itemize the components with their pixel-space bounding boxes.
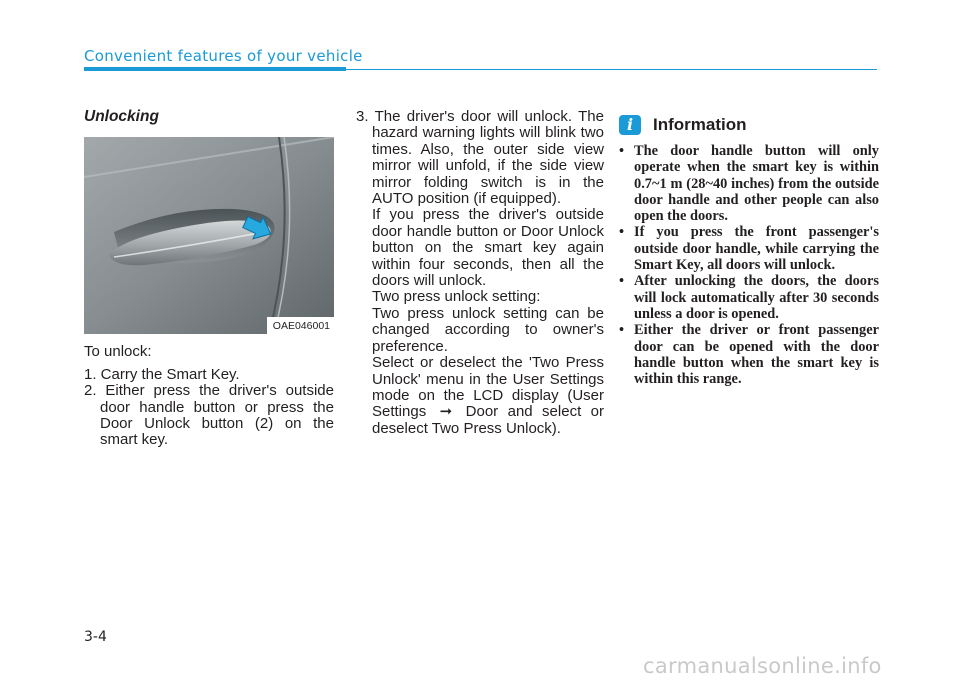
section-heading: Unlocking bbox=[84, 108, 159, 125]
information-list bbox=[619, 143, 879, 387]
step-3: 3. The driver's door will unlock. The hazard warning lights will blink two times. Also, the outer side view mirror will unfold, if the side view mirror folding switch is in the AUTO position (if equipped). bbox=[356, 108, 604, 208]
setting-instructions-part2: Door and select or deselect Two Press Unlock). bbox=[372, 403, 604, 437]
header-rule-accent bbox=[84, 67, 346, 71]
door-handle-photo bbox=[84, 137, 334, 334]
step-2: 2. Either press the driver's outside door handle button or press the Door Unlock button (2) on the smart key. bbox=[84, 382, 334, 449]
page-number: 3-4 bbox=[84, 629, 107, 645]
bullet-icon: • bbox=[619, 143, 625, 159]
paragraph-setting-instructions bbox=[356, 355, 604, 437]
left-column bbox=[84, 109, 334, 449]
header-rule bbox=[346, 69, 877, 70]
watermark: carmanualsonline.info bbox=[643, 654, 882, 678]
bullet-icon: • bbox=[619, 322, 625, 339]
information-item bbox=[619, 143, 879, 224]
paragraph-setting-change: Two press unlock setting can be changed according to owner's preference. bbox=[372, 304, 604, 355]
paragraph-double-press: If you press the driver's outside door handle button or Door Unlock button on the smart key again within four seconds, then all the doors will unlock. bbox=[372, 206, 604, 290]
information-item-text: Either the driver or front passenger door can be opened with the door handle button when the smart key is within this range. bbox=[634, 322, 879, 388]
information-item bbox=[619, 273, 879, 322]
to-unlock-text: To unlock: bbox=[84, 343, 152, 361]
information-item-text: If you press the front passenger's outside door handle, while carrying the Smart Key, all doors will unlock. bbox=[634, 224, 879, 274]
information-item-text: The door handle button will only operate when the smart key is within 0.7~1 m (28~40 inches) from the outside door handle and other people can also open the doors. bbox=[634, 143, 879, 225]
information-title: Information bbox=[653, 114, 747, 134]
bullet-icon: • bbox=[619, 273, 625, 290]
information-icon: i bbox=[619, 115, 641, 135]
information-header bbox=[619, 115, 879, 135]
arrow-right-icon: ➞ bbox=[439, 403, 453, 421]
section-header-title: Convenient features of your vehicle bbox=[84, 47, 363, 65]
information-column bbox=[619, 115, 879, 387]
information-item-text: After unlocking the doors, the doors will lock automatically after 30 seconds unless a door is opened. bbox=[634, 273, 879, 322]
information-item bbox=[619, 322, 879, 387]
middle-column bbox=[356, 109, 604, 437]
image-code-label: OAE046001 bbox=[267, 317, 334, 334]
information-item bbox=[619, 224, 879, 273]
door-handle-illustration bbox=[84, 137, 334, 334]
step-1: 1. Carry the Smart Key. bbox=[84, 365, 240, 383]
setting-instructions-part1: Select or deselect the 'Two Press Unlock' menu in the User Settings mode on the LCD display (User Settings bbox=[372, 354, 604, 421]
paragraph-setting-title: Two press unlock setting: bbox=[372, 288, 541, 306]
bullet-icon: • bbox=[619, 224, 625, 241]
